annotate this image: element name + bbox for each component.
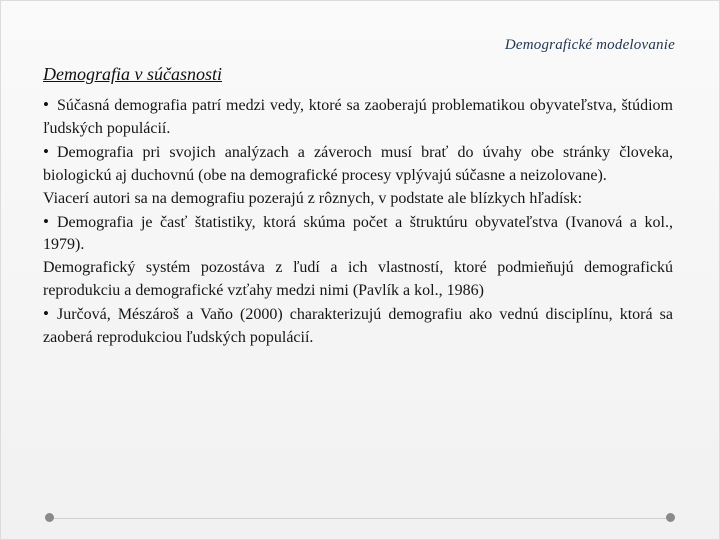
paragraph [43, 94, 673, 141]
slide-title: Demografia v súčasnosti [43, 64, 222, 84]
bullet: • [43, 304, 49, 324]
paragraph [43, 303, 673, 350]
bullet: • [43, 211, 49, 231]
footer-dot-right [666, 513, 675, 522]
footer-dot-left [45, 513, 54, 522]
paragraph-text: Viacerí autori sa na demografiu pozerajú z rôznych, v podstate ale blízkych hľadísk: [43, 189, 583, 207]
paragraph-text: Demografia pri svojich analýzach a záveroch musí brať do úvahy obe stránky človeka, biologickú aj duchovnú (obe na demografické procesy vplývajú súčasne a neizolovane). [43, 143, 673, 184]
paragraph-text: Demografický systém pozostáva z ľudí a ich vlastností, ktoré podmieňujú demografickú reprodukciu a demografické vzťahy medzi nimi (Pavlík a kol., 1986) [43, 259, 673, 300]
bullet: • [43, 95, 49, 114]
presentation-topic: Demografické modelovanie [504, 37, 675, 53]
paragraph [43, 188, 673, 211]
paragraph-text: Demografia je časť štatistiky, ktorá skúma počet a štruktúru obyvateľstva (Ivanová a kol., 1979). [43, 213, 673, 254]
bullet: • [43, 141, 49, 161]
paragraph-text: Jurčová, Mészároš a Vaňo (2000) charakterizujú demografiu ako vednú disciplínu, ktorá sa zaoberá reprodukciou ľudských populácií. [43, 306, 673, 347]
paragraph [43, 257, 673, 303]
paragraph [43, 141, 673, 188]
footer-divider [51, 518, 671, 519]
slide-body [43, 94, 673, 350]
paragraph [43, 211, 673, 258]
paragraph-text: Súčasná demografia patrí medzi vedy, ktoré sa zaoberajú problematikou obyvateľstva, štúdiom ľudských populácií. [43, 97, 673, 137]
